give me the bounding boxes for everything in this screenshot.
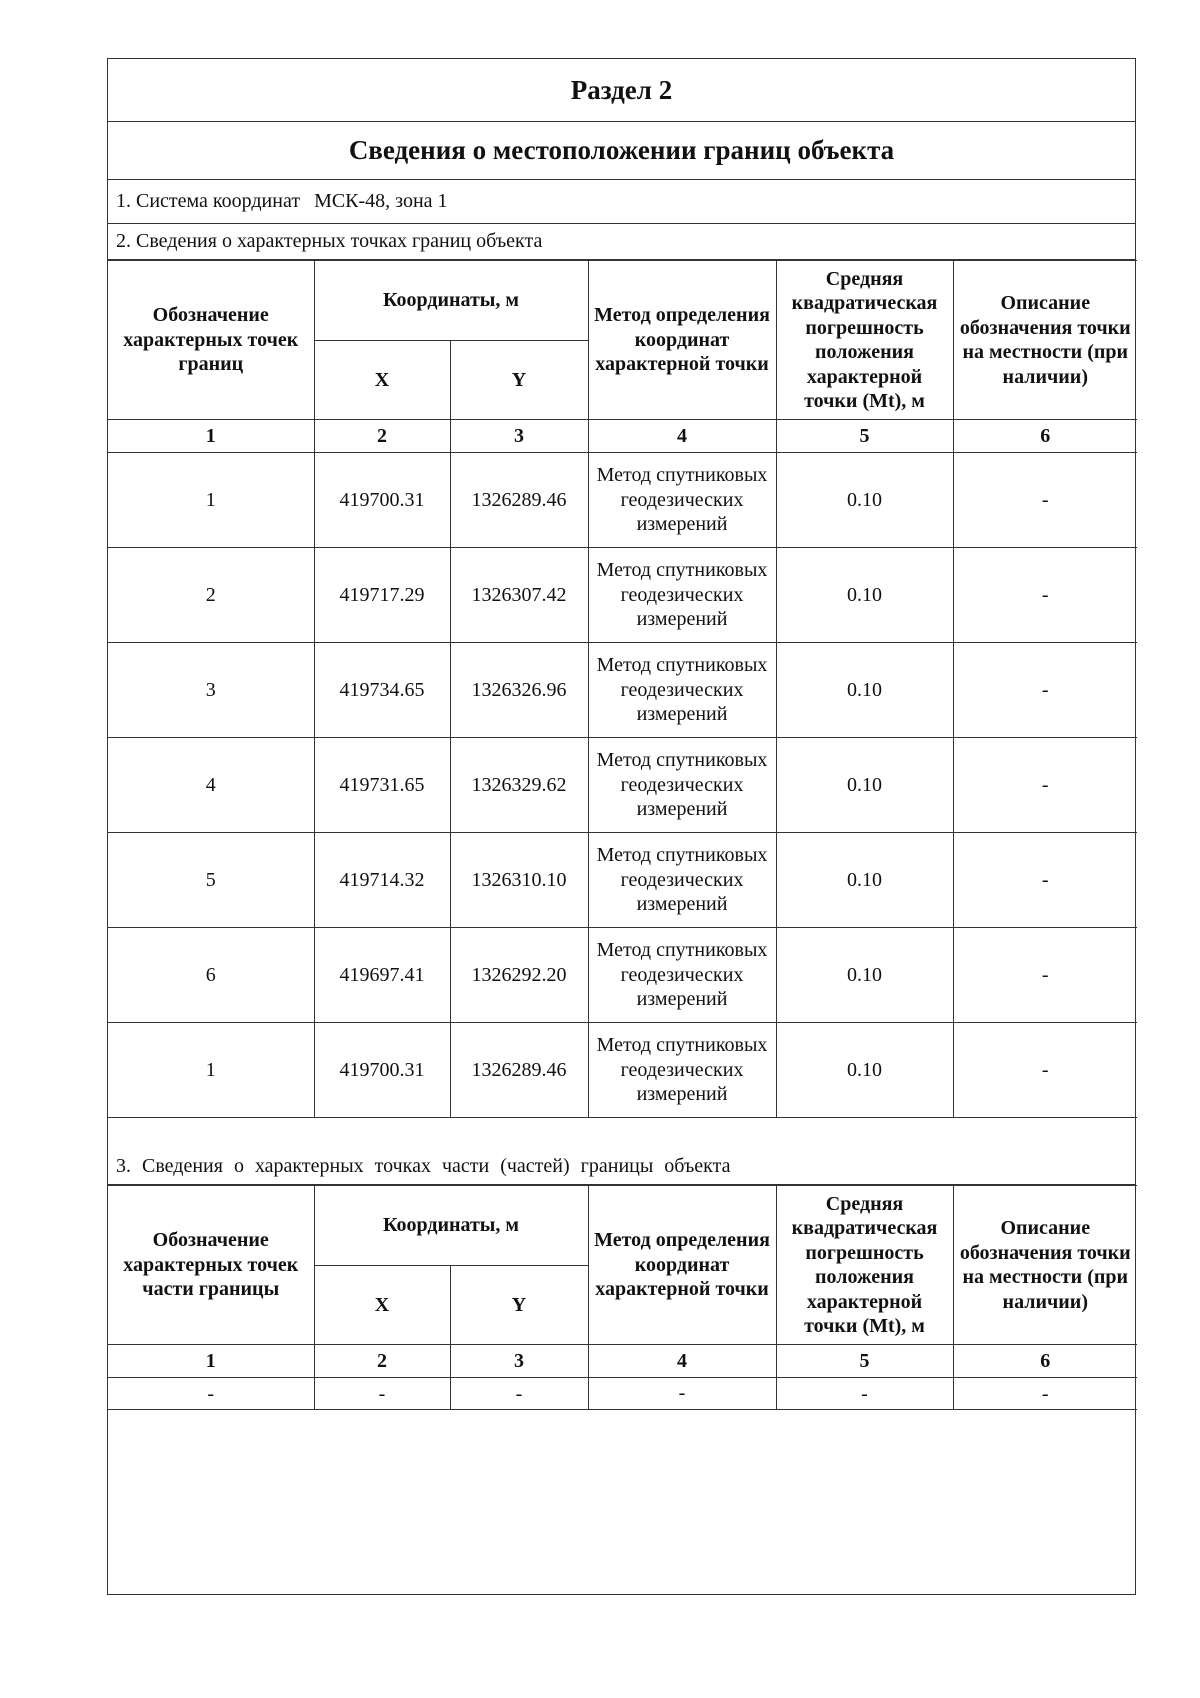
page-title: Сведения о местоположении границ объекта [108,121,1135,180]
column-numbers-row [108,1345,1137,1378]
col-number: 5 [776,1345,953,1378]
cell-x: - [314,1378,450,1410]
cell-error: 0.10 [776,738,953,833]
col-number: 2 [314,1345,450,1378]
cell-error: - [776,1378,953,1410]
section-heading: Раздел 2 [108,59,1135,122]
header-y: Y [450,1266,588,1345]
cell-x: 419700.31 [314,453,450,548]
cell-point: - [108,1378,314,1410]
header-error: Средняя квадратическая погрешность положения характерной точки (Mt), м [776,261,953,420]
cell-error: 0.10 [776,548,953,643]
header-desc: Описание обозначения точки на местности (при наличии) [953,261,1137,420]
col-number: 5 [776,420,953,453]
cell-method: Метод спутниковых геодезических измерений [588,453,776,548]
cell-desc: - [953,643,1137,738]
header-error: Средняя квадратическая погрешность положения характерной точки (Mt), м [776,1186,953,1345]
table-row [108,453,1137,548]
coordinate-system-value: МСК-48, зона 1 [314,189,448,212]
cell-x: 419700.31 [314,1023,450,1118]
cell-desc: - [953,1023,1137,1118]
part-boundary-points-table [108,1185,1137,1410]
header-coords: Координаты, м [314,261,588,341]
coordinate-system-row [108,179,1135,224]
col-number: 2 [314,420,450,453]
cell-desc: - [953,833,1137,928]
cell-y: 1326326.96 [450,643,588,738]
cell-method: Метод спутниковых геодезических измерений [588,928,776,1023]
cell-error: 0.10 [776,1023,953,1118]
col-number: 1 [108,420,314,453]
header-x: X [314,341,450,420]
cell-method: Метод спутниковых геодезических измерений [588,833,776,928]
cell-desc: - [953,928,1137,1023]
cell-error: 0.10 [776,453,953,548]
cell-error: 0.10 [776,928,953,1023]
cell-x: 419714.32 [314,833,450,928]
cell-point: 1 [108,1023,314,1118]
table-row [108,548,1137,643]
table-row [108,738,1137,833]
cell-x: 419697.41 [314,928,450,1023]
cell-x: 419734.65 [314,643,450,738]
cell-desc: - [953,548,1137,643]
cell-method: Метод спутниковых геодезических измерений [588,548,776,643]
col-number: 3 [450,1345,588,1378]
cell-y: 1326289.46 [450,1023,588,1118]
cell-desc: - [953,738,1137,833]
cell-x: 419731.65 [314,738,450,833]
table-row [108,643,1137,738]
header-desc: Описание обозначения точки на местности (при наличии) [953,1186,1137,1345]
header-y: Y [450,341,588,420]
col-number: 4 [588,1345,776,1378]
cell-point: 3 [108,643,314,738]
section3-label: 3. Сведения о характерных точках части (частей) границы объекта [108,1149,1135,1185]
col-number: 4 [588,420,776,453]
col-number: 3 [450,420,588,453]
cell-point: 5 [108,833,314,928]
header-coords: Координаты, м [314,1186,588,1266]
cell-method: Метод спутниковых геодезических измерений [588,643,776,738]
cell-method: Метод спутниковых геодезических измерений [588,738,776,833]
table-row [108,833,1137,928]
table-row [108,1023,1137,1118]
section2-label: 2. Сведения о характерных точках границ объекта [108,224,1135,260]
cell-point: 1 [108,453,314,548]
header-point: Обозначение характерных точек части границы [108,1186,314,1345]
cell-x: 419717.29 [314,548,450,643]
table-row [108,928,1137,1023]
cell-desc: - [953,1378,1137,1410]
coordinate-system-label: 1. Система координат [116,189,301,212]
cell-y: - [450,1378,588,1410]
header-point: Обозначение характерных точек границ [108,261,314,420]
document-frame [107,58,1136,1595]
header-method: Метод определения координат характерной точки [588,1186,776,1345]
cell-point: 2 [108,548,314,643]
cell-error: 0.10 [776,643,953,738]
col-number: 1 [108,1345,314,1378]
cell-method: - [588,1378,776,1410]
cell-method: Метод спутниковых геодезических измерений [588,1023,776,1118]
column-numbers-row [108,420,1137,453]
header-x: X [314,1266,450,1345]
cell-y: 1326329.62 [450,738,588,833]
cell-point: 6 [108,928,314,1023]
cell-point: 4 [108,738,314,833]
boundary-points-table [108,260,1137,1118]
header-method: Метод определения координат характерной точки [588,261,776,420]
cell-error: 0.10 [776,833,953,928]
table-row [108,1378,1137,1410]
cell-desc: - [953,453,1137,548]
col-number: 6 [953,1345,1137,1378]
cell-y: 1326307.42 [450,548,588,643]
cell-y: 1326292.20 [450,928,588,1023]
cell-y: 1326289.46 [450,453,588,548]
col-number: 6 [953,420,1137,453]
cell-y: 1326310.10 [450,833,588,928]
